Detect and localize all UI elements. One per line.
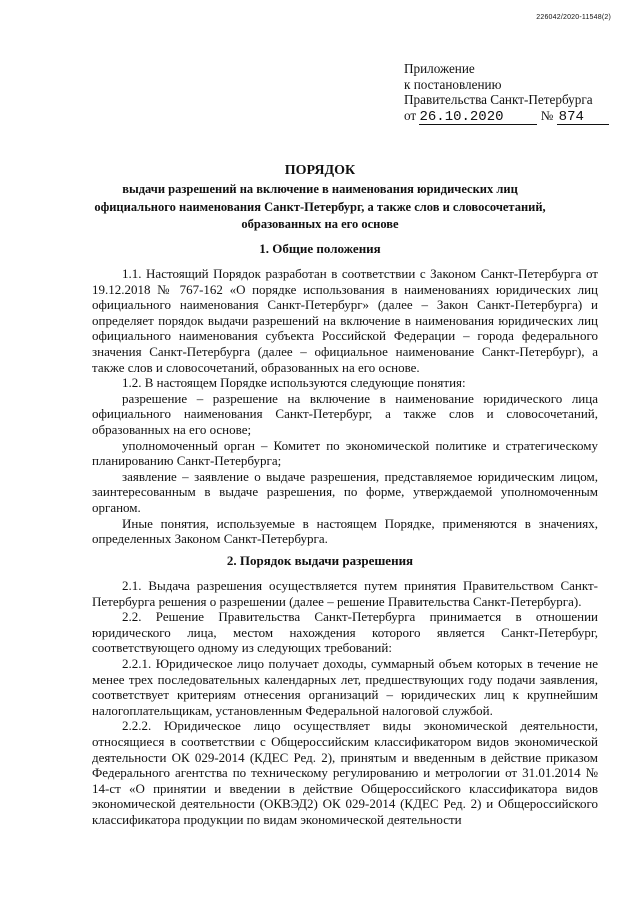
annex-date-line [404,108,609,125]
definition-permit: разрешение – разрешение на включение в наименование юридического лица официального наименования Санкт-Петербург, а также слов и словосочетаний, образованных на его основе; [92,390,598,437]
section1-body [92,266,598,547]
paragraph-2-2-2: 2.2.2. Юридическое лицо осуществляет виды экономической деятельности, относящиеся в соответствии с Общероссийским классификатором видов экономической деятельности ОК 029-2014 (КДЕС Ред. 2), принятым и введенным в действие приказом Федерального агентства по техническому регулированию и метрологии от 31.01.2014 № 14-ст «О принятии и введении в действие Общероссийского классификатора видов экономической деятельности (ОКВЭД2) ОК 029-2014 (КДЕС Ред. 2) и Общероссийского классификатора продукции по видам экономической деятельности [92,718,598,827]
resolution-date: 26.10.2020 [419,111,537,125]
section2-body [92,578,598,828]
annex-line3: Правительства Санкт-Петербурга [404,92,593,107]
resolution-number: 874 [557,111,609,125]
document-subtitle [0,181,640,234]
annex-line1: Приложение [404,61,475,76]
definition-application: заявление – заявление о выдаче разрешения, представляемое юридическим лицом, заинтересованным в выдаче разрешения, по форме, утверждаемой уполномоченным органом. [92,468,598,515]
annex-line2: к постановлению [404,76,502,92]
number-prefix: № [540,107,554,123]
annex-block [404,61,609,125]
paragraph-other-terms: Иные понятия, используемые в настоящем Порядке, применяются в значениях, определенных Законом Санкт-Петербурга. [92,515,598,547]
subtitle-text: выдачи разрешений на включение в наименования юридических лиц официального наименования Санкт-Петербург, а также слов и словосочетаний, образованных на его основе [94,182,546,231]
paragraph-1-2: 1.2. В настоящем Порядке используются следующие понятия: [122,375,466,391]
paragraph-1-1: 1.1. Настоящий Порядок разработан в соответствии с Законом Санкт-Петербурга от 19.12.2018 № 767-162 «О порядке использования в наименованиях юридических лиц официального наименования Санкт-Петербург» (далее – Закон Санкт-Петербурга) и определяет порядок выдачи разрешений на включение в наименования юридических лиц официального наименования субъекта Российской Федерации – города федерального значения Санкт-Петербурга (далее – официальное наименование Санкт-Петербург), а также слов и словосочетаний, образованных на его основе. [92,266,598,375]
paragraph-2-2: 2.2. Решение Правительства Санкт-Петербурга принимается в отношении юридического лица, местом нахождения которого является Санкт-Петербург, соответствующего одному из следующих требований: [92,609,598,656]
paragraph-2-2-1: 2.2.1. Юридическое лицо получает доходы, суммарный объем которых в течение не менее трех последовательных календарных лет, предшествующих году подачи заявления, соответствует критериям отнесения организаций – юридических лиц к крупнейшим налогоплательщикам, установленным Федеральной налоговой службой. [92,655,598,718]
document-id: 226042/2020-11548(2) [536,14,611,21]
date-prefix: от [404,107,417,123]
section1-heading: 1. Общие положения [259,241,381,256]
paragraph-2-1: 2.1. Выдача разрешения осуществляется путем принятия Правительством Санкт-Петербурга решения о разрешении (далее – решение Правительства Санкт-Петербурга). [92,578,598,609]
definition-authority: уполномоченный орган – Комитет по экономической политике и стратегическому планированию Санкт-Петербурга; [92,437,598,469]
section2-heading: 2. Порядок выдачи разрешения [226,553,414,568]
document-title: ПОРЯДОК [284,163,356,178]
